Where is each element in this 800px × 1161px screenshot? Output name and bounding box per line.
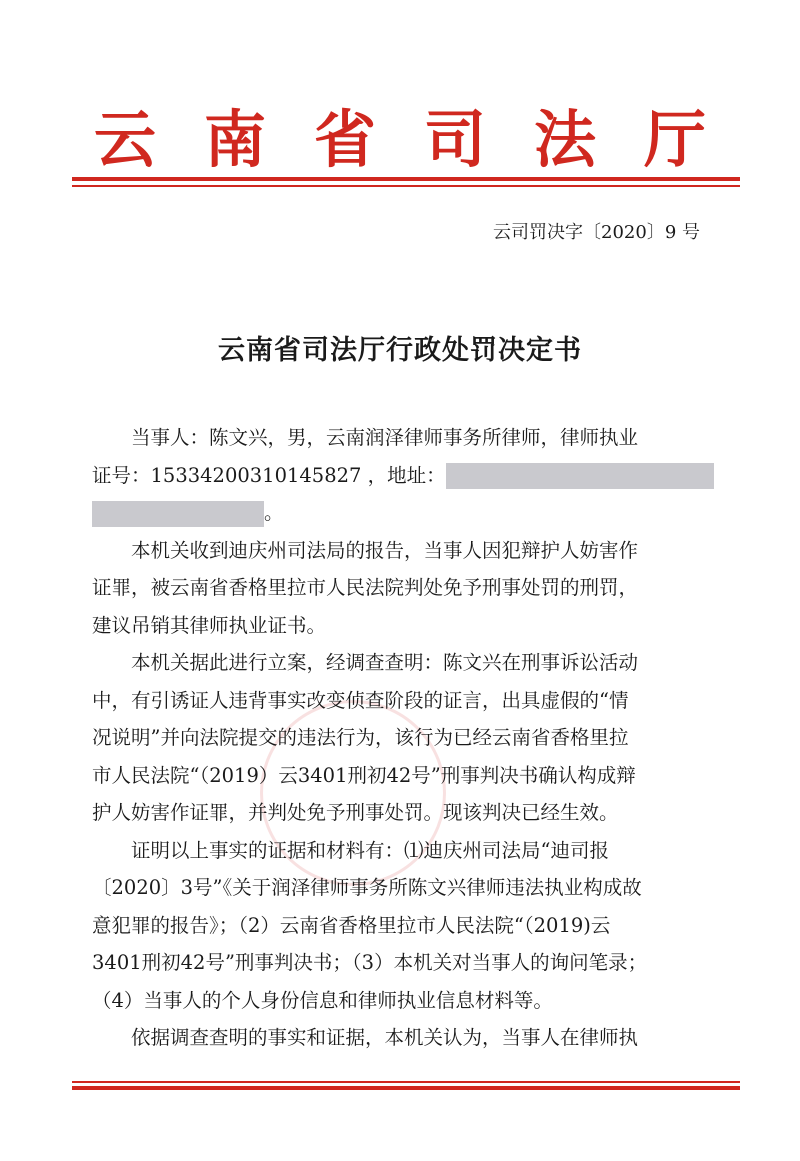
redacted-address-block xyxy=(446,463,714,489)
paragraph-report xyxy=(92,532,708,570)
letterhead-title: 云南省司法厅 xyxy=(93,103,754,176)
paragraph-conclusion xyxy=(92,1019,708,1057)
text-line: 本机关收到迪庆州司法局的报告，当事人因犯辩护人妨害作 xyxy=(131,538,639,562)
paragraph-evidence xyxy=(92,832,708,870)
text-line: 建议吊销其律师执业证书。 xyxy=(92,613,327,637)
text-line-end: 。 xyxy=(264,501,284,524)
document-number: 云司罚决字〔2020〕9 号 xyxy=(493,222,700,243)
text-line: 况说明”并向法院提交的违法行为，该行为已经云南省香格里拉 xyxy=(92,726,629,749)
text-line: 当事人：陈文兴，男，云南润泽律师事务所律师，律师执业 xyxy=(131,426,639,449)
text-line: 证罪，被云南省香格里拉市人民法院判处免予刑事处罚的刑罚， xyxy=(92,576,639,599)
text-line: 本机关据此进行立案，经调查查明：陈文兴在刑事诉讼活动 xyxy=(131,651,639,674)
text-line: （4）当事人的个人身份信息和律师执业信息材料等。 xyxy=(92,988,553,1012)
footer-rule-thick xyxy=(72,1086,740,1090)
footer-rule-thin xyxy=(72,1081,740,1083)
text-line xyxy=(92,457,708,495)
text-line: 护人妨害作证罪，并判处免予刑事处罚。现该判决已经生效。 xyxy=(92,801,619,824)
redacted-address-block xyxy=(92,501,264,527)
letterhead-rule-top-thick xyxy=(72,177,740,181)
document-title: 云南省司法厅行政处罚决定书 xyxy=(218,335,582,366)
letterhead-rule-top-thin xyxy=(72,185,740,187)
text-line: 意犯罪的报告》；（2）云南省香格里拉市人民法院“（2019)云 xyxy=(92,913,611,937)
license-address-text: 证号：15334200310145827 ，地址： xyxy=(92,463,446,487)
text-line: 依据调查查明的事实和证据，本机关认为，当事人在律师执 xyxy=(131,1026,639,1049)
text-line xyxy=(92,494,708,532)
text-line: 3401刑初42号”刑事判决书；（3）本机关对当事人的询问笔录； xyxy=(92,951,648,974)
text-line: 中，有引诱证人违背事实改变侦查阶段的证言，出具虚假的“情 xyxy=(92,688,629,712)
document-body xyxy=(92,419,708,1057)
paragraph-investigation xyxy=(92,644,708,682)
text-line: 市人民法院“（2019）云3401刑初42号”刑事判决书确认构成辩 xyxy=(92,763,636,787)
text-line: 证明以上事实的证据和材料有：⑴迪庆州司法局“迪司报 xyxy=(131,838,609,862)
paragraph-party xyxy=(92,419,708,457)
text-line: 〔2020〕3号”《关于润泽律师事务所陈文兴律师违法执业构成故 xyxy=(92,876,642,899)
